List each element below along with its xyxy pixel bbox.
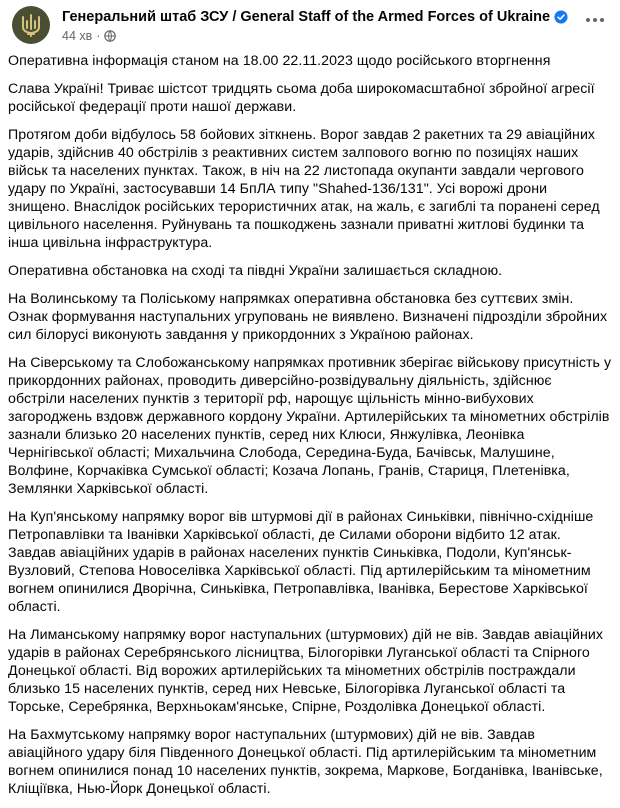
post-text: [8, 52, 612, 808]
post-paragraph: Слава Україні! Триває шістсот тридцять сьома доба широкомасштабної збройної агресії російської федерації проти нашої держави.: [8, 81, 595, 115]
post-author[interactable]: [62, 8, 568, 26]
post-paragraph: Оперативна обстановка на сході та півдні України залишається складною.: [8, 263, 503, 279]
post-paragraph: На Бахмутському напрямку ворог наступальних (штурмових) дій не вів. Завдав авіаційного удару біля Південного Донецької області. Під артилерійським та мінометним вогнем опинилися понад 10 населених пунктів, зокрема, Маркове, Богданівка, Іванівське, Кліщіївка, Нью-Йорк Донецької області.: [8, 727, 603, 797]
post-header: [12, 4, 612, 48]
verified-badge-icon: [554, 10, 568, 24]
post-timestamp[interactable]: 44 хв: [62, 29, 93, 43]
post-meta: [62, 28, 116, 44]
post-author-name[interactable]: Генеральний штаб ЗСУ / General Staff of the Armed Forces of Ukraine: [62, 9, 551, 25]
post-paragraph: Протягом доби відбулось 58 бойових зіткнень. Ворог завдав 2 ракетних та 29 авіаційних ударів, здійснив 40 обстрілів з реактивних систем залпового вогню по позиціях наших військ та населених пунктах. Також, в ніч на 22 листопада окупанти завдали чергового удару по Україні, застосувавши 14 БпЛА типу "Shahed-136/131". Усі ворожі дрони знищено. Внаслідок російських терористичних атак, на жаль, є загиблі та поранені серед цивільного населення. Руйнувань та пошкоджень зазнали приватні житлові будинки та інша цивільна інфраструктура.: [8, 127, 600, 251]
page-avatar[interactable]: [12, 6, 50, 44]
post-paragraph: На Куп'янському напрямку ворог вів штурмові дії в районах Синьківки, північно-східніше Петропавлівки та Іванівки Харківської області, де Силами оборони відбито 12 атак. Завдав авіаційних ударів в районах населених пунктів Синьківка, Подоли, Куп'янськ-Вузловий, Степова Новоселівка Харківської області. Під артилерійським та мінометним вогнем опинилися Дворічна, Синьківка, Петропавлівка, Іванівка, Берестове Харківської області.: [8, 509, 594, 615]
more-options-icon[interactable]: [580, 8, 610, 32]
meta-separator: ·: [96, 29, 101, 43]
post-paragraph: На Лиманському напрямку ворог наступальних (штурмових) дій не вів. Завдав авіаційних ударів в районах Серебрянського лісництва, Білогорівки Луганської області та Спірного Донецької області. Від ворожих артилерійських та мінометних обстрілів постраждали близько 15 населених пунктів, серед них Невське, Білогорівка Луганської області та Торське, Серебрянка, Верхньокам'янське, Спірне, Роздолівка Донецької області.: [8, 627, 603, 715]
post-paragraph: На Волинському та Поліському напрямках оперативна обстановка без суттєвих змін. Ознак формування наступальних угруповань не виявлено. Визначені підрозділи збройних сил білорусі виконують завдання у прикордонних з Україною районах.: [8, 291, 608, 343]
post-paragraph: Оперативна інформація станом на 18.00 22.11.2023 щодо російського вторгнення: [8, 53, 551, 69]
post-paragraph: На Сіверському та Слобожанському напрямках противник зберігає військову присутність у прикордонних районах, проводить диверсійно-розвідувальну діяльність, здійснює обстріли населених пунктів з території рф, нарощує щільність мінно-вибухових загороджень вздовж державного кордону України. Артилерійських та мінометних обстрілів зазнали близько 20 населених пунктів, серед них Клюси, Янжулівка, Леонівка Чернігівської області; Михальчина Слобода, Середина-Буда, Бачівськ, Малушине, Волфине, Корчаківка Сумської області; Козача Лопань, Гранів, Стариця, Плетенівка, Землянки Харківської області.: [8, 355, 612, 497]
globe-icon: [104, 30, 116, 42]
trident-emblem-icon: [20, 13, 42, 37]
